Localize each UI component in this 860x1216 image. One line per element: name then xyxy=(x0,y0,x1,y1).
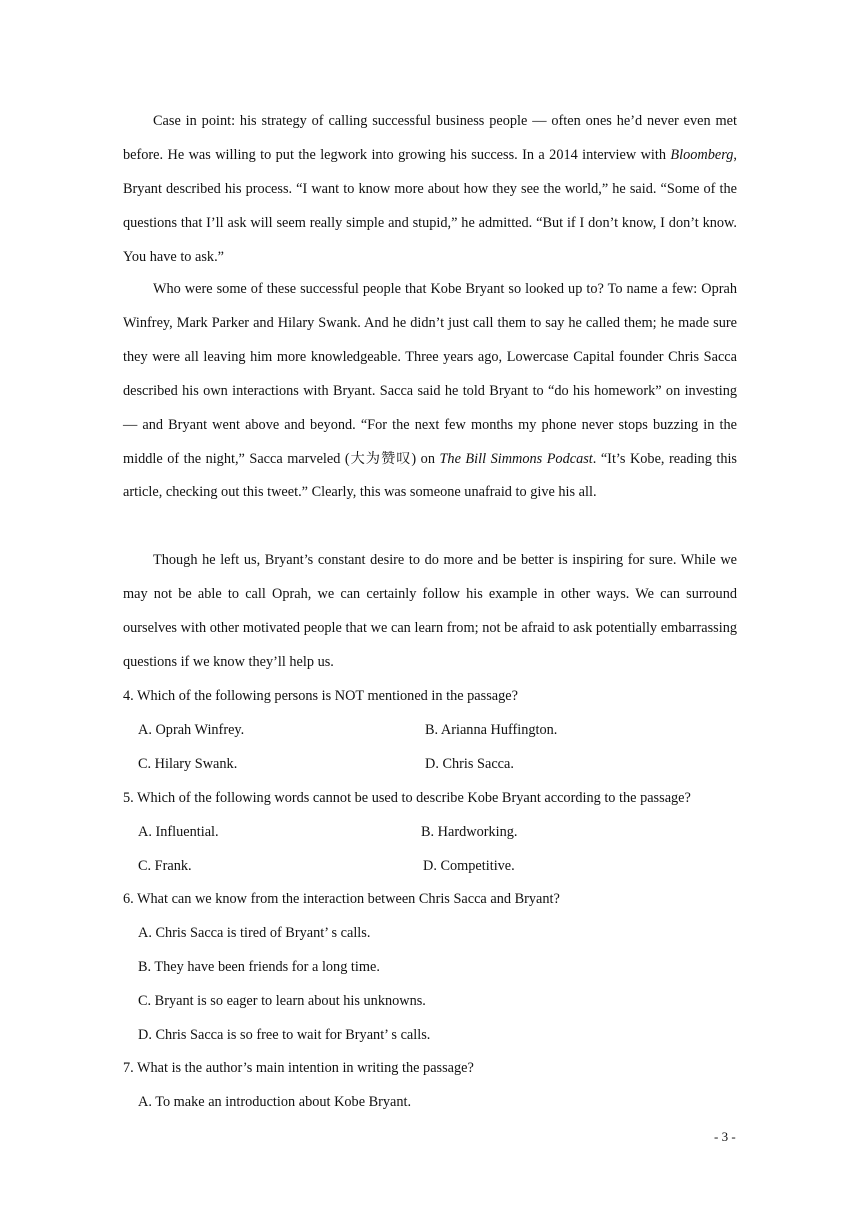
source-title-podcast: The Bill Simmons Podcast xyxy=(439,450,593,467)
question-6-option-b: B. They have been friends for a long time. xyxy=(138,959,380,975)
passage-paragraph-1: Case in point: his strategy of calling successful business people — often ones he’d never even met before. He was willing to put the legwork into growing his success. In a 2014 interview with Bloomberg, Bryant described his process. “I want to know more about how they see the world,” he said. “Some of the questions that I’ll ask will seem really simple and stupid,” he admitted. “But if I don’t know, I don’t know. You have to ask.” xyxy=(123,113,737,265)
question-4-option-a: A. Oprah Winfrey. xyxy=(138,722,245,738)
question-6-option-a: A. Chris Sacca is tired of Bryant’ s calls. xyxy=(138,925,371,941)
question-6-option-c: C. Bryant is so eager to learn about his unknowns. xyxy=(138,993,426,1009)
question-5-option-b: B. Hardworking. xyxy=(421,824,518,840)
question-5-option-a: A. Influential. xyxy=(138,824,219,840)
question-5-option-c: C. Frank. xyxy=(138,858,192,874)
question-7-option-a: A. To make an introduction about Kobe Bryant. xyxy=(138,1094,412,1110)
source-title-bloomberg: Bloomberg xyxy=(670,146,734,163)
question-4-stem: 4. Which of the following persons is NOT mentioned in the passage? xyxy=(123,688,518,704)
page-number: - 3 - xyxy=(714,1129,736,1144)
question-7-stem: 7. What is the author’s main intention in writing the passage? xyxy=(123,1060,474,1076)
passage-paragraph-2: Who were some of these successful people that Kobe Bryant so looked up to? To name a few: Oprah Winfrey, Mark Parker and Hilary Swank. And he didn’t just call them to say he called them; he made sure they were all leaving him more knowledgeable. Three years ago, Lowercase Capital founder Chris Sacca described his own interactions with Bryant. Sacca said he told Bryant to “do his homework” on investing — and Bryant went above and beyond. “For the next few months my phone never stops buzzing in the middle of the night,” Sacca marveled (大为赞叹) on The Bill Simmons Podcast. “It’s Kobe, reading this article, checking out this tweet.” Clearly, this was someone unafraid to give his all. xyxy=(123,281,738,501)
question-4-option-b: B. Arianna Huffington. xyxy=(425,722,558,738)
passage-paragraph-3: Though he left us, Bryant’s constant desire to do more and be better is inspiring for sure. While we may not be able to call Oprah, we can certainly follow his example in other ways. We can surround ourselves with other motivated people that we can learn from; not be afraid to ask potentially embarrassing questions if we know they’ll help us. xyxy=(123,552,737,670)
question-5-option-d: D. Competitive. xyxy=(423,858,515,874)
question-4-option-d: D. Chris Sacca. xyxy=(425,756,514,772)
question-4-option-c: C. Hilary Swank. xyxy=(138,756,238,772)
question-6-stem: 6. What can we know from the interaction between Chris Sacca and Bryant? xyxy=(123,891,560,907)
question-5-stem: 5. Which of the following words cannot be used to describe Kobe Bryant according to the passage? xyxy=(123,790,691,806)
question-6-option-d: D. Chris Sacca is so free to wait for Bryant’ s calls. xyxy=(138,1027,431,1043)
